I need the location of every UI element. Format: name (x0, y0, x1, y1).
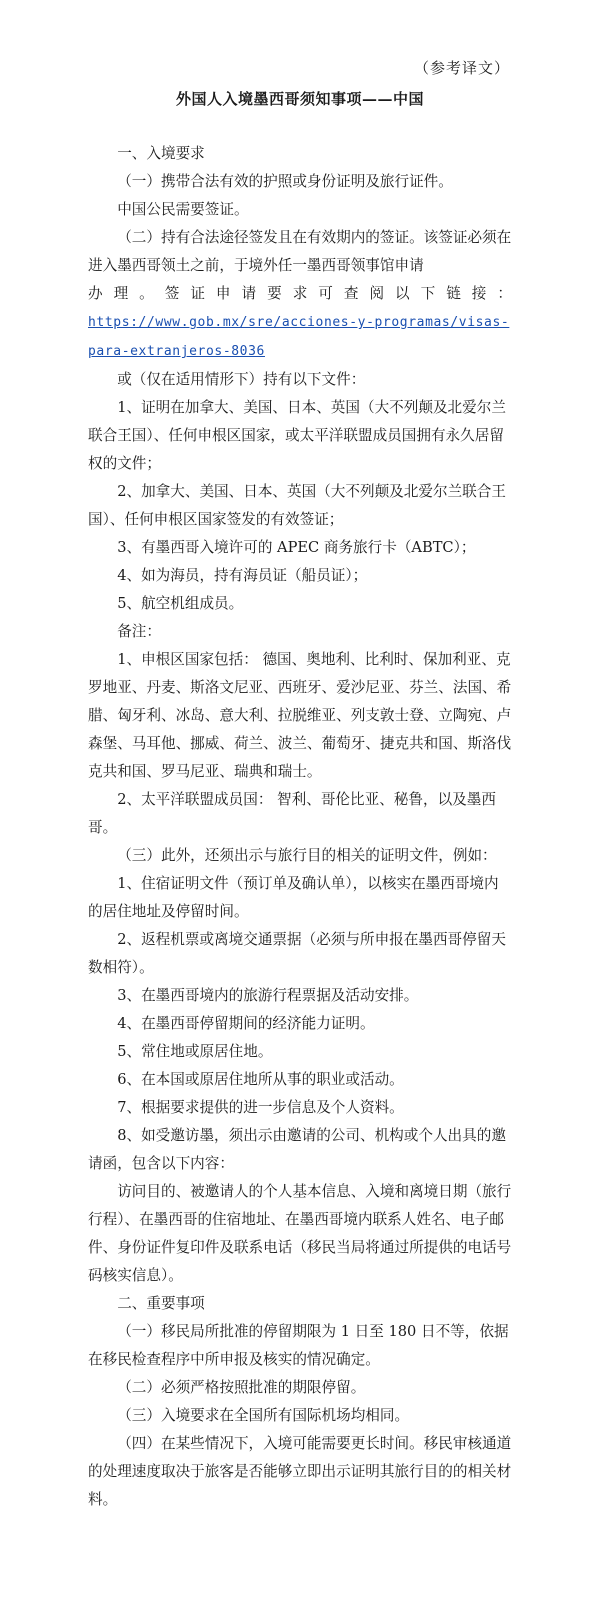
section-heading-important-notes: 二、重要事项 (117, 1295, 205, 1312)
paragraph-invitation-contents: 访问目的、被邀请人的个人基本信息、入境和离境日期（旅行行程）、在墨西哥的住宿地址、在墨西哥境内联系人姓名、电子邮件、身份证件复印件及联系电话（移民当局将通过所提供的电话号码核实信息）。 (88, 1183, 512, 1284)
list-item-permanent-residence: 1、证明在加拿大、美国、日本、英国（大不列颠及北爱尔兰联合王国）、任何申根区国家，或太平洋联盟成员国拥有永久居留权的文件； (88, 399, 506, 472)
list-item-seafarer: 4、如为海员，持有海员证（船员证）； (117, 567, 368, 584)
paragraph-stay-period: （一）移民局所批准的停留期限为 1 日至 180 日不等，依据在移民检查程序中所申报及核实的情况确定。 (88, 1323, 509, 1368)
paragraph-visa-required: 中国公民需要签证。 (117, 201, 249, 218)
list-item-further-info: 7、根据要求提供的进一步信息及个人资料。 (117, 1099, 404, 1116)
page-title: 外国人入境墨西哥须知事项——中国 (175, 90, 424, 108)
list-item-return-ticket: 2、返程机票或离境交通票据（必须与所申报在墨西哥停留天数相符）。 (88, 931, 506, 976)
document-body (88, 140, 512, 1514)
paragraph-processing-time: （四）在某些情况下，入境可能需要更长时间。移民审核通道的处理速度取决于旅客是否能够立即出示证明其旅行目的的相关材料。 (88, 1435, 512, 1508)
list-item-valid-visa: 2、加拿大、美国、日本、英国（大不列颠及北爱尔兰联合王国）、任何申根区国家签发的有效签证； (88, 483, 506, 528)
paragraph-passport: （一）携带合法有效的护照或身份证明及旅行证件。 (117, 173, 453, 190)
paragraph-visa-link-intro: 办理。签证申请要求可查阅以下链接： (88, 285, 512, 302)
remark-schengen-countries: 1、申根区国家包括： 德国、奥地利、比利时、保加利亚、克罗地亚、丹麦、斯洛文尼亚、西班牙、爱沙尼亚、芬兰、法国、希腊、匈牙利、冰岛、意大利、拉脱维亚、列支敦士登、立陶宛、卢森堡、马耳他、挪威、荷兰、波兰、葡萄牙、捷克共和国、斯洛伐克共和国、罗马尼亚、瑞典和瑞士。 (88, 651, 512, 780)
paragraph-valid-visa: （二）持有合法途径签发且在有效期内的签证。该签证必须在进入墨西哥领土之前，于境外任一墨西哥领事馆申请 (88, 229, 512, 274)
list-item-invitation-letter: 8、如受邀访墨，须出示由邀请的公司、机构或个人出具的邀请函，包含以下内容： (88, 1127, 506, 1172)
remark-pacific-alliance: 2、太平洋联盟成员国： 智利、哥伦比亚、秘鲁，以及墨西哥。 (88, 791, 496, 836)
visa-requirements-link[interactable]: https://www.gob.mx/sre/acciones-y-programas/visas-para-extranjeros-8036 (88, 315, 510, 359)
list-item-aircrew: 5、航空机组成员。 (117, 595, 244, 612)
paragraph-supporting-documents: （三）此外，还须出示与旅行目的相关的证明文件，例如： (117, 847, 497, 864)
remarks-heading: 备注： (117, 623, 161, 640)
list-item-itinerary: 3、在墨西哥境内的旅游行程票据及活动安排。 (117, 987, 419, 1004)
section-heading-entry-requirements: 一、入境要求 (117, 145, 205, 162)
list-item-accommodation: 1、住宿证明文件（预订单及确认单），以核实在墨西哥境内的居住地址及停留时间。 (88, 875, 499, 920)
paragraph-strict-compliance: （二）必须严格按照批准的期限停留。 (117, 1379, 366, 1396)
list-item-residence: 5、常住地或原居住地。 (117, 1043, 273, 1060)
reference-translation-note: （参考译文） (413, 59, 510, 77)
list-item-apec-card: 3、有墨西哥入境许可的 APEC 商务旅行卡（ABTC）； (117, 539, 476, 556)
paragraph-same-requirements: （三）入境要求在全国所有国际机场均相同。 (117, 1407, 410, 1424)
list-item-financial-means: 4、在墨西哥停留期间的经济能力证明。 (117, 1015, 375, 1032)
list-item-occupation: 6、在本国或原居住地所从事的职业或活动。 (117, 1071, 404, 1088)
paragraph-alternative-documents: 或（仅在适用情形下）持有以下文件： (117, 371, 366, 388)
